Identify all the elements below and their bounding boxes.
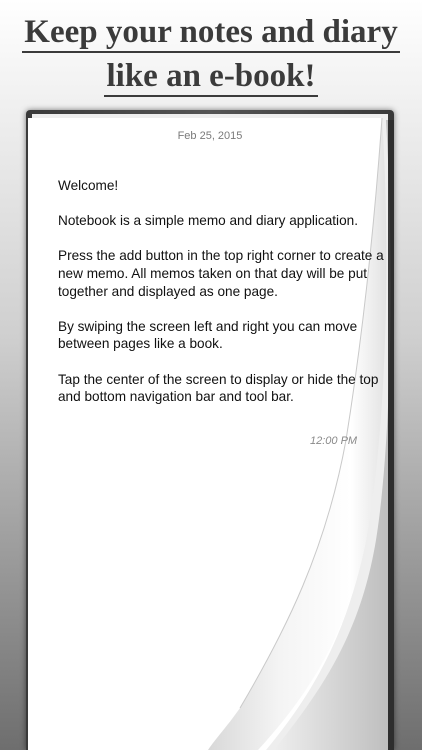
memo-paragraph: Press the add button in the top right corner to create a new memo. All memos taken on that day will be put together and displayed as one page.: [58, 248, 384, 299]
memo-text[interactable]: [55, 177, 387, 423]
memo-paragraph: Notebook is a simple memo and diary application.: [58, 213, 358, 229]
memo-paragraph: By swiping the screen left and right you can move between pages like a book.: [58, 318, 358, 352]
memo-paragraph: Welcome!: [58, 178, 119, 193]
memo-paragraph: Tap the center of the screen to display or hide the top and bottom navigation bar and tool bar.: [58, 371, 379, 405]
headline-line-2: like an e-book!: [0, 56, 422, 97]
promo-headline: [0, 0, 422, 105]
page-content: [26, 110, 394, 750]
headline-line-1: Keep your notes and diary: [0, 12, 422, 53]
notebook-page-area[interactable]: [26, 110, 394, 750]
page-date: Feb 25, 2015: [177, 130, 243, 142]
memo-time: 12:00 PM: [310, 435, 358, 447]
